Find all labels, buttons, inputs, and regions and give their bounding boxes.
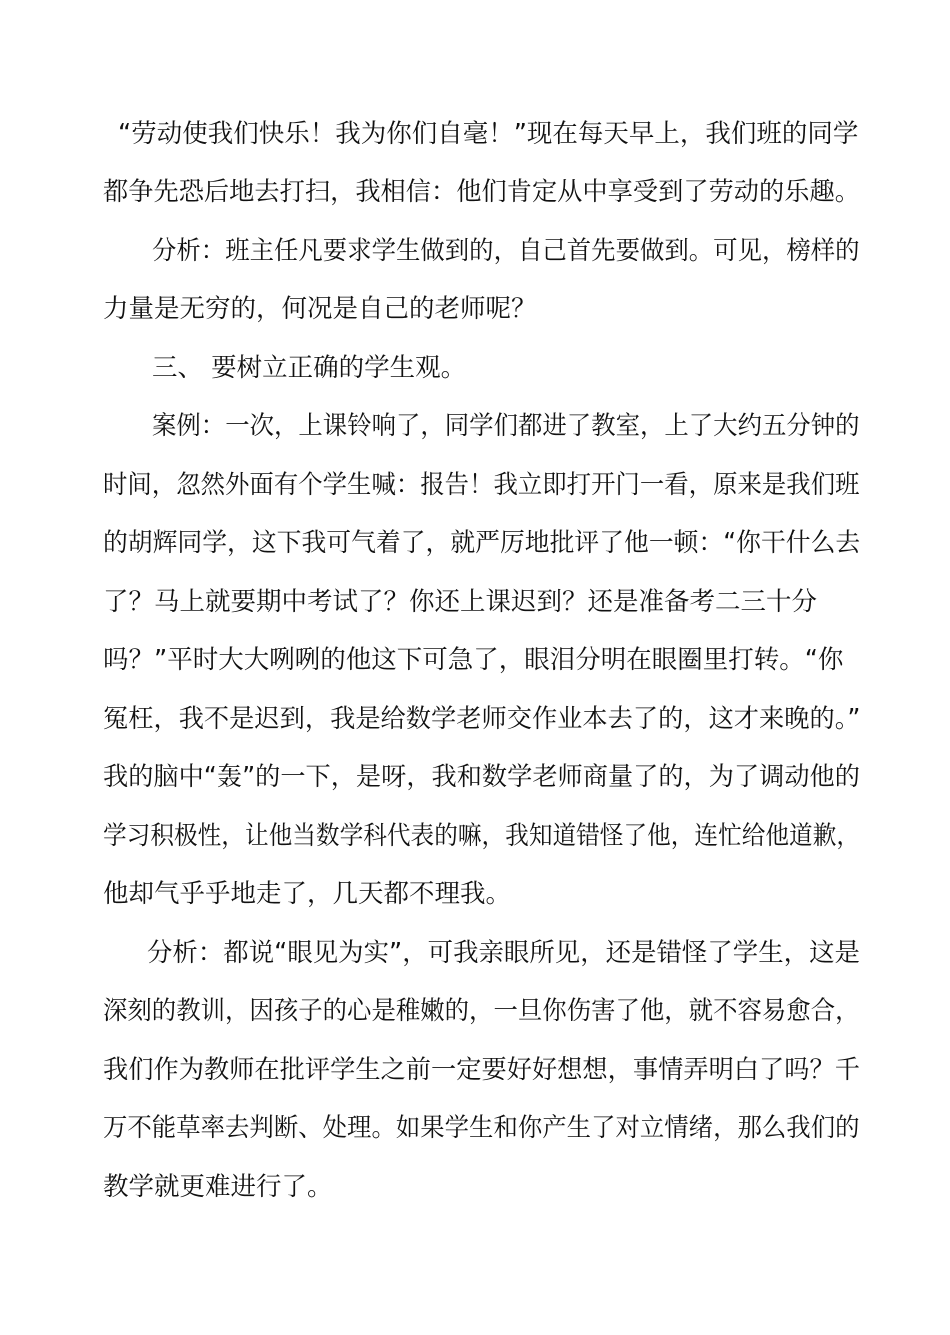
text-line	[0, 289, 950, 329]
text-line	[0, 1167, 950, 1207]
text-line	[0, 933, 950, 973]
text-line	[0, 114, 950, 154]
line-text: 的胡辉同学，这下我可气着了，就严厉地批评了他一顿：“你干什么去	[103, 528, 861, 558]
text-line	[0, 406, 950, 446]
line-text: 他却气乎乎地走了，几天都不理我。	[103, 879, 512, 909]
line-text: “劳动使我们快乐！我为你们自毫！”现在每天早上，我们班的同学	[118, 119, 859, 149]
text-line	[0, 465, 950, 505]
line-text: 案例：一次，上课铃响了，同学们都进了教室，上了大约五分钟的	[152, 411, 860, 441]
text-line	[0, 874, 950, 914]
text-line	[0, 640, 950, 680]
text-line	[0, 816, 950, 856]
line-text: 分析：都说“眼见为实”，可我亲眼所见，还是错怪了学生，这是	[147, 938, 860, 968]
line-text: 冤枉，我不是迟到，我是给数学老师交作业本去了的，这才来晚的。”	[103, 704, 861, 734]
text-line	[0, 231, 950, 271]
text-line	[0, 1050, 950, 1090]
text-line	[0, 991, 950, 1031]
line-text: 时间，忽然外面有个学生喊：报告！我立即打开门一看，原来是我们班	[103, 470, 860, 500]
line-text: 吗？”平时大大咧咧的他这下可急了，眼泪分明在眼圈里打转。“你	[103, 645, 844, 675]
line-text: 都争先恐后地去打扫，我相信：他们肯定从中享受到了劳动的乐趣。	[103, 177, 860, 207]
line-text: 万不能草率去判断、处理。如果学生和你产生了对立情绪，那么我们的	[103, 1113, 860, 1143]
line-text: 力量是无穷的，何况是自己的老师呢？	[103, 294, 537, 324]
text-line	[0, 1108, 950, 1148]
line-text: 三、 要树立正确的学生观。	[152, 353, 467, 383]
line-text: 教学就更难进行了。	[103, 1172, 333, 1202]
line-text: 深刻的教训，因孩子的心是稚嫩的，一旦你伤害了他，就不容易愈合，	[103, 996, 860, 1026]
text-line	[0, 348, 950, 388]
text-line	[0, 582, 950, 622]
line-text: 我们作为教师在批评学生之前一定要好好想想，事情弄明白了吗？千	[103, 1055, 860, 1085]
line-text: 我的脑中“轰”的一下，是呀，我和数学老师商量了的，为了调动他的	[103, 762, 860, 792]
text-line	[0, 172, 950, 212]
text-line	[0, 757, 950, 797]
text-line	[0, 523, 950, 563]
line-text: 了？马上就要期中考试了？你还上课迟到？还是准备考二三十分	[103, 587, 818, 617]
line-text: 分析：班主任凡要求学生做到的，自己首先要做到。可见，榜样的	[152, 236, 860, 266]
line-text: 学习积极性，让他当数学科代表的嘛，我知道错怪了他，连忙给他道歉，	[103, 821, 861, 851]
text-line	[0, 699, 950, 739]
